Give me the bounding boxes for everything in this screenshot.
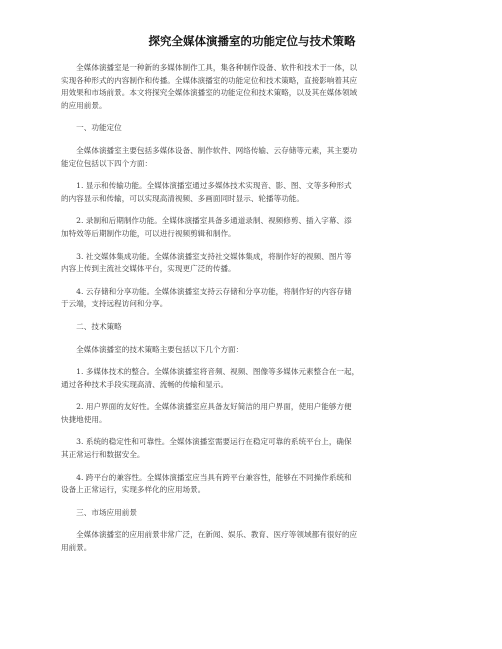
text-line: 全媒体演播室主要包括多媒体设备、制作软件、网络传输、云存储等元素，其主要功 bbox=[61, 145, 358, 155]
page-title: 探究全媒体演播室的功能定位与技术策略 bbox=[148, 34, 356, 48]
section-heading bbox=[61, 321, 502, 334]
text-line: 用效果和市场前景。本文将探究全媒体演播室的功能定位和技术策略，以及其在媒体领域 bbox=[61, 88, 358, 98]
paragraph-spacer bbox=[61, 276, 502, 286]
text-line: 于云端，支持远程访问和分享。 bbox=[61, 299, 168, 309]
text-line: 的应用前景。 bbox=[61, 100, 107, 110]
paragraph bbox=[61, 180, 502, 205]
document-body bbox=[61, 62, 502, 555]
paragraph bbox=[61, 529, 502, 554]
text-line: 用前景。 bbox=[61, 543, 92, 553]
paragraph-spacer bbox=[61, 356, 502, 366]
paragraph-spacer bbox=[61, 391, 502, 401]
text-line: 设备上正常运行，实现多样化的应用场景。 bbox=[61, 485, 206, 495]
paragraph bbox=[61, 145, 502, 170]
text-line: 3. 社交媒体集成功能。全媒体演播室支持社交媒体集成，将制作好的视频、图片等 bbox=[61, 251, 352, 261]
text-line: 1. 多媒体技术的整合。全媒体演播室将音频、视频、图像等多媒体元素整合在一起， bbox=[61, 367, 360, 377]
text-line: 全媒体演播室的应用前景非常广泛，在新闻、娱乐、教育、医疗等领域都有很好的应 bbox=[61, 530, 358, 540]
paragraph bbox=[61, 401, 502, 426]
paragraph bbox=[61, 366, 502, 391]
paragraph-spacer bbox=[61, 205, 502, 215]
paragraph-spacer bbox=[61, 334, 502, 344]
paragraph-spacer bbox=[61, 497, 502, 507]
paragraph bbox=[61, 472, 502, 497]
text-line: 2. 用户界面的友好性。全媒体演播室应具备友好简洁的用户界面，使用户能够方便 bbox=[61, 402, 352, 412]
text-line: 全媒体演播室是一种新的多媒体制作工具，集各种制作设备、软件和技术于一体，以 bbox=[61, 63, 358, 72]
paragraph bbox=[61, 436, 502, 461]
paragraph bbox=[61, 286, 502, 311]
paragraph-spacer bbox=[61, 135, 502, 145]
text-line: 内容上传到主流社交媒体平台，实现更广泛的传播。 bbox=[61, 264, 236, 274]
paragraph-spacer bbox=[61, 519, 502, 529]
text-line: 1. 显示和传输功能。全媒体演播室通过多媒体技术实现音、影、图、文等多种形式 bbox=[61, 181, 352, 191]
section-heading bbox=[61, 122, 502, 135]
text-line: 快捷地使用。 bbox=[61, 414, 107, 424]
text-line: 通过各种技术手段实现高清、流畅的传输和显示。 bbox=[61, 379, 229, 389]
paragraph-spacer bbox=[61, 112, 502, 122]
text-line: 加特效等后期制作功能，可以进行视频剪辑和制作。 bbox=[61, 228, 236, 238]
paragraph bbox=[61, 62, 502, 112]
text-line: 3. 系统的稳定性和可靠性。全媒体演播室需要运行在稳定可靠的系统平台上，确保 bbox=[61, 437, 352, 447]
section-heading bbox=[61, 507, 502, 520]
paragraph bbox=[61, 251, 502, 276]
text-line: 二、技术策略 bbox=[61, 321, 122, 331]
paragraph-spacer bbox=[61, 462, 502, 472]
text-line: 一、功能定位 bbox=[61, 123, 122, 133]
text-line: 4. 跨平台的兼容性。全媒体演播室应当具有跨平台兼容性，能够在不同操作系统和 bbox=[61, 472, 352, 482]
paragraph-spacer bbox=[61, 241, 502, 251]
text-line: 三、市场应用前景 bbox=[61, 507, 137, 517]
paragraph bbox=[61, 344, 502, 357]
text-line: 其正常运行和数据安全。 bbox=[61, 450, 145, 460]
text-line: 全媒体演播室的技术策略主要包括以下几个方面： bbox=[61, 344, 244, 354]
text-line: 能定位包括以下四个方面： bbox=[61, 158, 153, 168]
text-line: 4. 云存储和分享功能。全媒体演播室支持云存储和分享功能，将制作好的内容存储 bbox=[61, 286, 352, 296]
text-line: 2. 录制和后期制作功能。全媒体演播室具备多通道录制、视频修剪、插入字幕、添 bbox=[61, 216, 352, 226]
paragraph-spacer bbox=[61, 170, 502, 180]
paragraph-spacer bbox=[61, 311, 502, 321]
text-line: 实现各种形式的内容制作和传播。全媒体演播室的功能定位和技术策略，直接影响着其应 bbox=[61, 75, 358, 85]
paragraph-spacer bbox=[61, 426, 502, 436]
paragraph bbox=[61, 215, 502, 240]
text-line: 的内容显示和传输，可以实现高清视频、多画面同时显示、轮播等功能。 bbox=[61, 193, 304, 203]
